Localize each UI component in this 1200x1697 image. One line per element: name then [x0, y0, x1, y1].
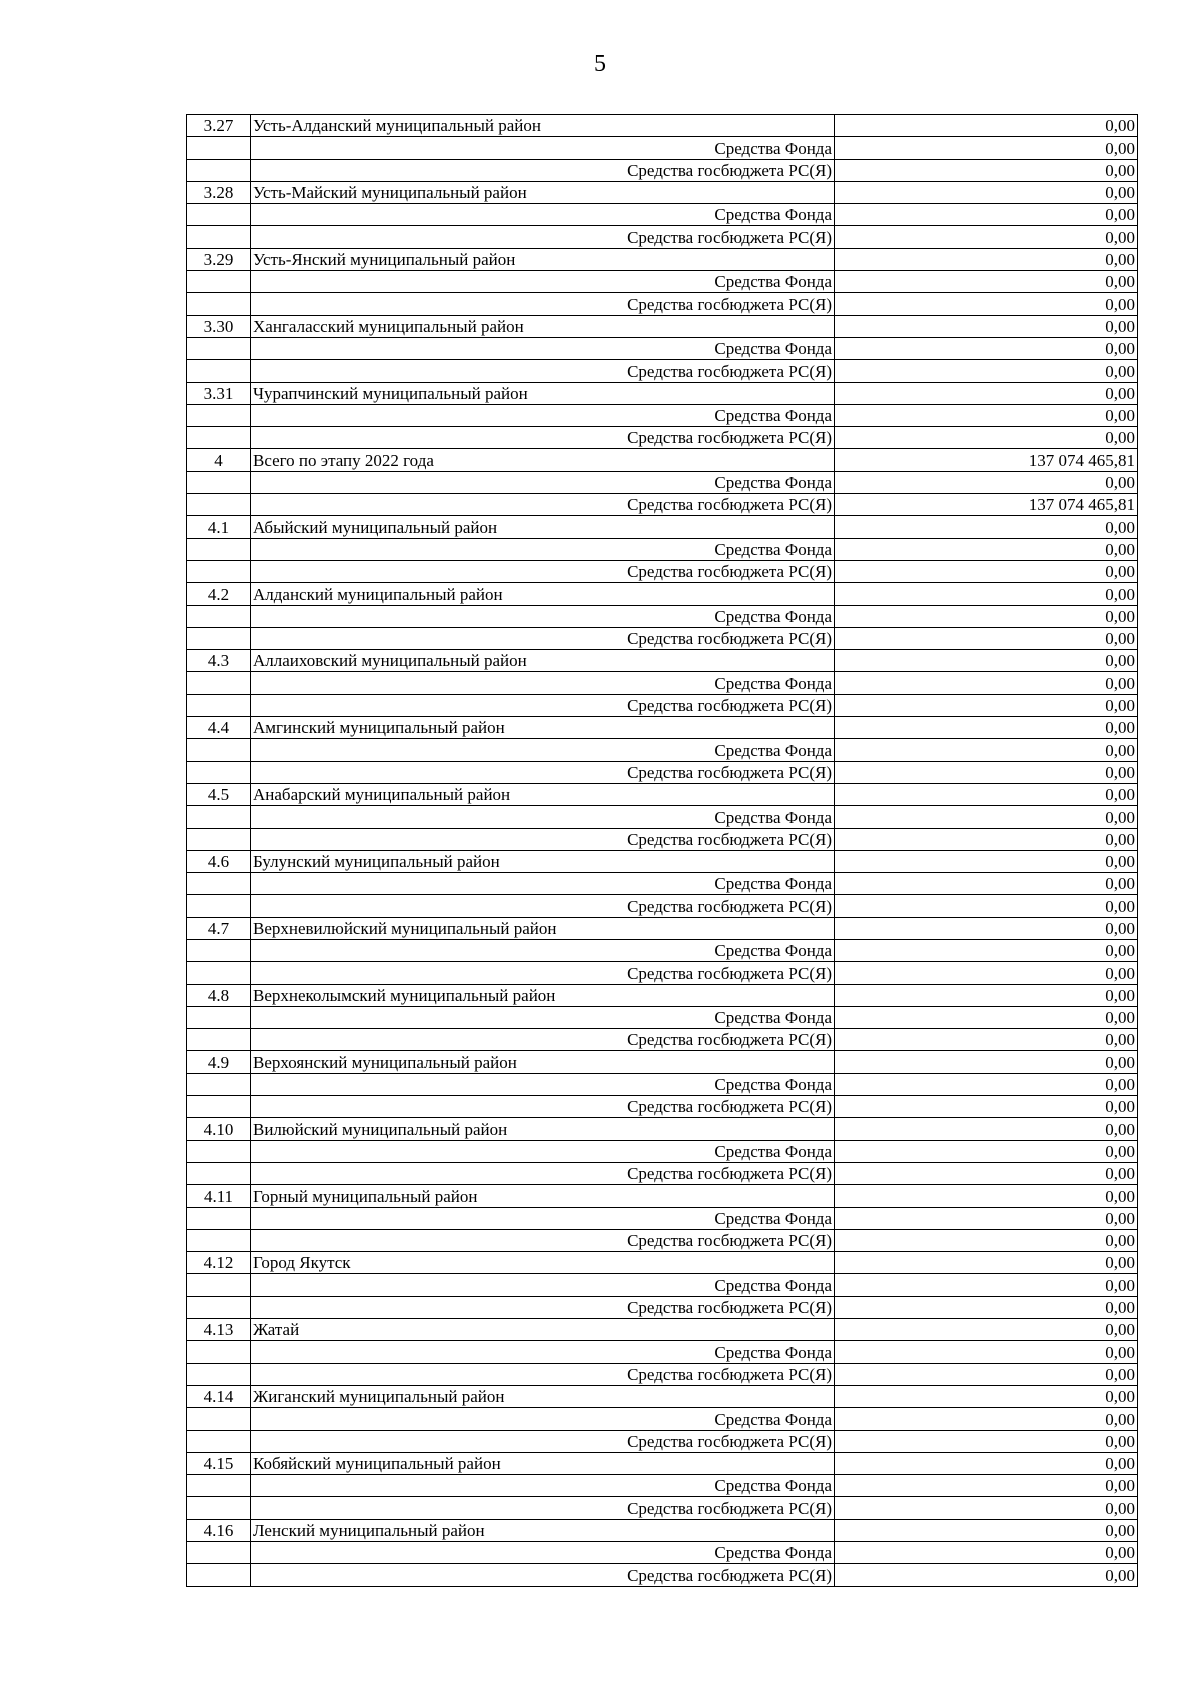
table-subrow [187, 204, 1138, 226]
amount-value: 0,00 [835, 717, 1138, 739]
row-number: 4.6 [187, 850, 251, 872]
amount-value: 137 074 465,81 [835, 449, 1138, 471]
row-number [187, 159, 251, 181]
funding-source-label: Средства госбюджета РС(Я) [251, 293, 835, 315]
amount-value: 0,00 [835, 1029, 1138, 1051]
amount-value: 0,00 [835, 761, 1138, 783]
table-subrow [187, 1006, 1138, 1028]
amount-value: 0,00 [835, 1096, 1138, 1118]
row-number: 4.4 [187, 717, 251, 739]
amount-value: 0,00 [835, 1408, 1138, 1430]
table-subrow [187, 761, 1138, 783]
amount-value: 0,00 [835, 1385, 1138, 1407]
amount-value: 0,00 [835, 1519, 1138, 1541]
table-subrow [187, 895, 1138, 917]
funding-source-label: Средства госбюджета РС(Я) [251, 427, 835, 449]
amount-value: 0,00 [835, 560, 1138, 582]
table-subrow [187, 404, 1138, 426]
row-number [187, 427, 251, 449]
district-name: Вилюйский муниципальный район [251, 1118, 835, 1140]
row-number [187, 761, 251, 783]
table-subrow [187, 806, 1138, 828]
row-number: 4.2 [187, 583, 251, 605]
table-subrow [187, 337, 1138, 359]
row-number [187, 1542, 251, 1564]
funding-source-label: Средства госбюджета РС(Я) [251, 761, 835, 783]
amount-value: 0,00 [835, 271, 1138, 293]
amount-value: 0,00 [835, 895, 1138, 917]
row-number: 3.31 [187, 382, 251, 404]
table-row [187, 850, 1138, 872]
amount-value: 0,00 [835, 337, 1138, 359]
table-subrow [187, 271, 1138, 293]
table-row [187, 650, 1138, 672]
row-number [187, 271, 251, 293]
funding-source-label: Средства Фонда [251, 1341, 835, 1363]
district-name: Город Якутск [251, 1252, 835, 1274]
district-name: Усть-Алданский муниципальный район [251, 115, 835, 137]
district-name: Усть-Янский муниципальный район [251, 248, 835, 270]
table-subrow [187, 1229, 1138, 1251]
row-number [187, 627, 251, 649]
funding-source-label: Средства Фонда [251, 672, 835, 694]
amount-value: 0,00 [835, 404, 1138, 426]
table-row [187, 115, 1138, 137]
amount-value: 0,00 [835, 1497, 1138, 1519]
row-number [187, 1029, 251, 1051]
funding-source-label: Средства госбюджета РС(Я) [251, 159, 835, 181]
table-row [187, 516, 1138, 538]
funding-source-label: Средства Фонда [251, 806, 835, 828]
amount-value: 0,00 [835, 1051, 1138, 1073]
table-subrow [187, 1274, 1138, 1296]
amount-value: 0,00 [835, 1207, 1138, 1229]
amount-value: 0,00 [835, 538, 1138, 560]
funding-source-label: Средства госбюджета РС(Я) [251, 828, 835, 850]
table-subrow [187, 427, 1138, 449]
row-number [187, 1296, 251, 1318]
district-name: Аллаиховский муниципальный район [251, 650, 835, 672]
amount-value: 0,00 [835, 427, 1138, 449]
amount-value: 0,00 [835, 248, 1138, 270]
table-subrow [187, 1140, 1138, 1162]
row-number [187, 1207, 251, 1229]
amount-value: 0,00 [835, 1252, 1138, 1274]
district-name: Жиганский муниципальный район [251, 1385, 835, 1407]
amount-value: 0,00 [835, 1341, 1138, 1363]
table-subrow [187, 293, 1138, 315]
budget-table [186, 114, 1138, 1587]
row-number: 3.30 [187, 315, 251, 337]
table-subrow [187, 494, 1138, 516]
district-name: Ленский муниципальный район [251, 1519, 835, 1541]
funding-source-label: Средства госбюджета РС(Я) [251, 1096, 835, 1118]
table-subrow [187, 1162, 1138, 1184]
table-subrow [187, 605, 1138, 627]
table-subrow [187, 672, 1138, 694]
amount-value: 0,00 [835, 1564, 1138, 1586]
row-number [187, 939, 251, 961]
district-name: Алданский муниципальный район [251, 583, 835, 605]
amount-value: 0,00 [835, 159, 1138, 181]
funding-source-label: Средства госбюджета РС(Я) [251, 1497, 835, 1519]
amount-value: 0,00 [835, 137, 1138, 159]
table-subrow [187, 137, 1138, 159]
amount-value: 0,00 [835, 917, 1138, 939]
table-row [187, 1452, 1138, 1474]
amount-value: 0,00 [835, 873, 1138, 895]
funding-source-label: Средства Фонда [251, 939, 835, 961]
district-name: Жатай [251, 1319, 835, 1341]
funding-source-label: Средства Фонда [251, 538, 835, 560]
district-name: Всего по этапу 2022 года [251, 449, 835, 471]
row-number: 3.28 [187, 181, 251, 203]
row-number [187, 1430, 251, 1452]
district-name: Кобяйский муниципальный район [251, 1452, 835, 1474]
table-row [187, 248, 1138, 270]
row-number: 4.10 [187, 1118, 251, 1140]
amount-value: 0,00 [835, 962, 1138, 984]
table-subrow [187, 471, 1138, 493]
district-name: Булунский муниципальный район [251, 850, 835, 872]
amount-value: 0,00 [835, 1475, 1138, 1497]
row-number [187, 1564, 251, 1586]
amount-value: 0,00 [835, 1140, 1138, 1162]
table-subrow [187, 1073, 1138, 1095]
page-number: 5 [594, 51, 606, 77]
row-number [187, 1363, 251, 1385]
funding-source-label: Средства госбюджета РС(Я) [251, 226, 835, 248]
funding-source-label: Средства Фонда [251, 1006, 835, 1028]
funding-source-label: Средства Фонда [251, 1207, 835, 1229]
table-subrow [187, 828, 1138, 850]
table-row [187, 1051, 1138, 1073]
table-body [187, 115, 1138, 1587]
district-name: Хангаласский муниципальный район [251, 315, 835, 337]
table-subrow [187, 1296, 1138, 1318]
funding-source-label: Средства Фонда [251, 1408, 835, 1430]
funding-source-label: Средства госбюджета РС(Я) [251, 1296, 835, 1318]
row-number: 4.11 [187, 1185, 251, 1207]
row-number: 4.1 [187, 516, 251, 538]
row-number [187, 605, 251, 627]
row-number: 4.3 [187, 650, 251, 672]
amount-value: 0,00 [835, 1185, 1138, 1207]
amount-value: 0,00 [835, 204, 1138, 226]
row-number: 4.7 [187, 917, 251, 939]
amount-value: 0,00 [835, 516, 1138, 538]
district-name: Абыйский муниципальный район [251, 516, 835, 538]
amount-value: 0,00 [835, 1452, 1138, 1474]
row-number [187, 1274, 251, 1296]
row-number [187, 1140, 251, 1162]
funding-source-label: Средства госбюджета РС(Я) [251, 1430, 835, 1452]
amount-value: 0,00 [835, 1274, 1138, 1296]
row-number: 4.9 [187, 1051, 251, 1073]
table-subrow [187, 1341, 1138, 1363]
amount-value: 0,00 [835, 783, 1138, 805]
amount-value: 0,00 [835, 650, 1138, 672]
row-number [187, 471, 251, 493]
funding-source-label: Средства Фонда [251, 337, 835, 359]
row-number: 4.16 [187, 1519, 251, 1541]
amount-value: 0,00 [835, 583, 1138, 605]
funding-source-label: Средства госбюджета РС(Я) [251, 494, 835, 516]
funding-source-label: Средства Фонда [251, 137, 835, 159]
funding-source-label: Средства Фонда [251, 471, 835, 493]
row-number [187, 337, 251, 359]
funding-source-label: Средства госбюджета РС(Я) [251, 627, 835, 649]
row-number [187, 137, 251, 159]
table-subrow [187, 360, 1138, 382]
row-number: 4.12 [187, 1252, 251, 1274]
table-subrow [187, 159, 1138, 181]
amount-value: 0,00 [835, 850, 1138, 872]
amount-value: 0,00 [835, 115, 1138, 137]
amount-value: 0,00 [835, 627, 1138, 649]
table-subrow [187, 1475, 1138, 1497]
row-number [187, 1162, 251, 1184]
funding-source-label: Средства госбюджета РС(Я) [251, 360, 835, 382]
amount-value: 0,00 [835, 1006, 1138, 1028]
amount-value: 0,00 [835, 939, 1138, 961]
row-number: 4.15 [187, 1452, 251, 1474]
table-row [187, 1519, 1138, 1541]
funding-source-label: Средства госбюджета РС(Я) [251, 895, 835, 917]
district-name: Верхневилюйский муниципальный район [251, 917, 835, 939]
row-number [187, 1497, 251, 1519]
table-subrow [187, 560, 1138, 582]
funding-source-label: Средства Фонда [251, 873, 835, 895]
district-name: Усть-Майский муниципальный район [251, 181, 835, 203]
table-subrow [187, 226, 1138, 248]
funding-source-label: Средства Фонда [251, 739, 835, 761]
funding-source-label: Средства Фонда [251, 605, 835, 627]
row-number: 4.8 [187, 984, 251, 1006]
amount-value: 0,00 [835, 694, 1138, 716]
table-subrow [187, 873, 1138, 895]
district-name: Горный муниципальный район [251, 1185, 835, 1207]
row-number [187, 404, 251, 426]
row-number: 4.5 [187, 783, 251, 805]
row-number [187, 962, 251, 984]
funding-source-label: Средства госбюджета РС(Я) [251, 1564, 835, 1586]
table-row [187, 717, 1138, 739]
amount-value: 0,00 [835, 605, 1138, 627]
table-subrow [187, 1363, 1138, 1385]
row-number [187, 873, 251, 895]
table-subrow [187, 1408, 1138, 1430]
row-number: 4.14 [187, 1385, 251, 1407]
amount-value: 0,00 [835, 984, 1138, 1006]
district-name: Чурапчинский муниципальный район [251, 382, 835, 404]
amount-value: 0,00 [835, 806, 1138, 828]
amount-value: 0,00 [835, 1363, 1138, 1385]
table-row [187, 382, 1138, 404]
table-row [187, 1385, 1138, 1407]
table-subrow [187, 538, 1138, 560]
row-number [187, 1408, 251, 1430]
funding-source-label: Средства госбюджета РС(Я) [251, 1229, 835, 1251]
table-row [187, 984, 1138, 1006]
table-subrow [187, 694, 1138, 716]
funding-source-label: Средства Фонда [251, 1073, 835, 1095]
funding-source-label: Средства госбюджета РС(Я) [251, 962, 835, 984]
funding-source-label: Средства Фонда [251, 204, 835, 226]
funding-source-label: Средства госбюджета РС(Я) [251, 1029, 835, 1051]
row-number: 3.29 [187, 248, 251, 270]
funding-source-label: Средства Фонда [251, 271, 835, 293]
amount-value: 0,00 [835, 1430, 1138, 1452]
district-name: Амгинский муниципальный район [251, 717, 835, 739]
funding-source-label: Средства госбюджета РС(Я) [251, 1363, 835, 1385]
amount-value: 0,00 [835, 672, 1138, 694]
amount-value: 0,00 [835, 1162, 1138, 1184]
amount-value: 0,00 [835, 739, 1138, 761]
table-row [187, 1185, 1138, 1207]
table-row [187, 1118, 1138, 1140]
amount-value: 0,00 [835, 293, 1138, 315]
district-name: Верхоянский муниципальный район [251, 1051, 835, 1073]
row-number [187, 694, 251, 716]
table-subrow [187, 1497, 1138, 1519]
row-number [187, 538, 251, 560]
row-number [187, 1341, 251, 1363]
row-number: 4 [187, 449, 251, 471]
funding-source-label: Средства Фонда [251, 1274, 835, 1296]
table-subrow [187, 1029, 1138, 1051]
row-number [187, 360, 251, 382]
amount-value: 0,00 [835, 1229, 1138, 1251]
amount-value: 0,00 [835, 1319, 1138, 1341]
row-number [187, 895, 251, 917]
funding-source-label: Средства Фонда [251, 1475, 835, 1497]
amount-value: 0,00 [835, 471, 1138, 493]
funding-source-label: Средства госбюджета РС(Я) [251, 1162, 835, 1184]
row-number [187, 293, 251, 315]
amount-value: 137 074 465,81 [835, 494, 1138, 516]
row-number [187, 226, 251, 248]
row-number [187, 1006, 251, 1028]
table-subrow [187, 939, 1138, 961]
amount-value: 0,00 [835, 1073, 1138, 1095]
row-number [187, 494, 251, 516]
amount-value: 0,00 [835, 382, 1138, 404]
table-subrow [187, 1564, 1138, 1586]
row-number: 4.13 [187, 1319, 251, 1341]
row-number [187, 828, 251, 850]
funding-source-label: Средства Фонда [251, 1140, 835, 1162]
row-number: 3.27 [187, 115, 251, 137]
row-number [187, 1073, 251, 1095]
funding-source-label: Средства госбюджета РС(Я) [251, 694, 835, 716]
amount-value: 0,00 [835, 315, 1138, 337]
table-row [187, 315, 1138, 337]
table-subrow [187, 962, 1138, 984]
amount-value: 0,00 [835, 181, 1138, 203]
row-number [187, 806, 251, 828]
row-number [187, 672, 251, 694]
table-subrow [187, 1096, 1138, 1118]
district-name: Верхнеколымский муниципальный район [251, 984, 835, 1006]
amount-value: 0,00 [835, 360, 1138, 382]
row-number [187, 1475, 251, 1497]
table-row [187, 917, 1138, 939]
row-number [187, 1229, 251, 1251]
district-name: Анабарский муниципальный район [251, 783, 835, 805]
row-number [187, 560, 251, 582]
amount-value: 0,00 [835, 1542, 1138, 1564]
table-subrow [187, 1207, 1138, 1229]
table-row [187, 583, 1138, 605]
funding-source-label: Средства госбюджета РС(Я) [251, 560, 835, 582]
table-subrow [187, 1430, 1138, 1452]
table-row [187, 1319, 1138, 1341]
amount-value: 0,00 [835, 226, 1138, 248]
table-row [187, 449, 1138, 471]
amount-value: 0,00 [835, 1118, 1138, 1140]
table-subrow [187, 739, 1138, 761]
amount-value: 0,00 [835, 828, 1138, 850]
funding-source-label: Средства Фонда [251, 1542, 835, 1564]
table-row [187, 783, 1138, 805]
row-number [187, 1096, 251, 1118]
table-row [187, 1252, 1138, 1274]
table-subrow [187, 1542, 1138, 1564]
funding-source-label: Средства Фонда [251, 404, 835, 426]
row-number [187, 204, 251, 226]
table-row [187, 181, 1138, 203]
amount-value: 0,00 [835, 1296, 1138, 1318]
table-subrow [187, 627, 1138, 649]
row-number [187, 739, 251, 761]
